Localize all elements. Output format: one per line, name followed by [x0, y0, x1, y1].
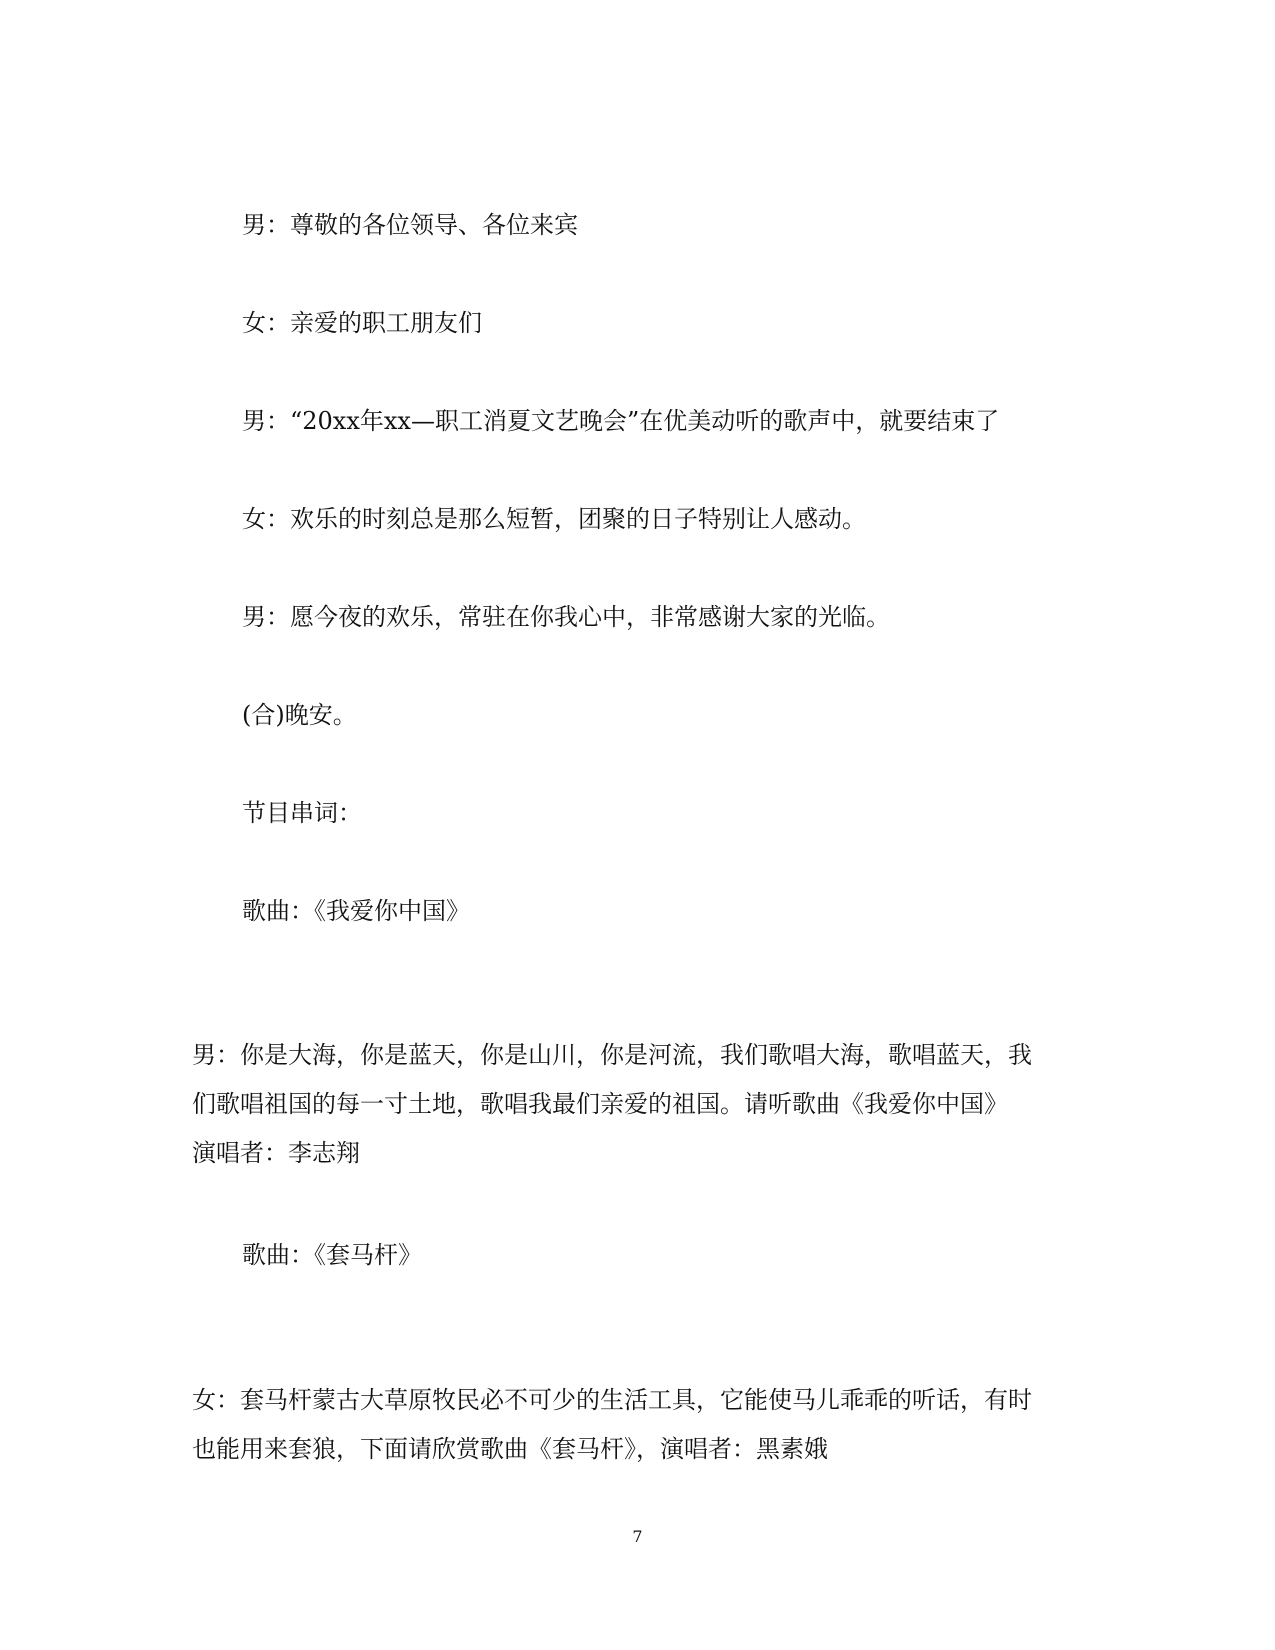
paragraph-joyful-moment: 女：欢乐的时刻总是那么短暂，团聚的日子特别让人感动。	[242, 505, 866, 533]
paragraph-good-night: (合)晚安。	[242, 701, 357, 729]
paragraph-greeting-staff: 女：亲爱的职工朋友们	[242, 309, 482, 337]
song-intro-2-line-2: 也能用来套狼，下面请欣赏歌曲《套马杆》，演唱者：黑素娥	[192, 1435, 828, 1463]
song-intro-2-line-1: 女：套马杆蒙古大草原牧民必不可少的生活工具，它能使马儿乖乖的听话，有时	[192, 1386, 1032, 1414]
song-intro-1-line-3: 演唱者：李志翔	[192, 1139, 360, 1167]
section-heading-program-script: 节目串词：	[242, 799, 362, 827]
song-intro-1-line-1: 男：你是大海，你是蓝天，你是山川，你是河流，我们歌唱大海，歌唱蓝天，我	[192, 1041, 1032, 1069]
song-heading-1: 歌曲：《我爱你中国》	[242, 897, 470, 925]
song-intro-1-line-2: 们歌唱祖国的每一寸土地，歌唱我最们亲爱的祖国。请听歌曲《我爱你中国》	[192, 1090, 1008, 1118]
song-heading-2: 歌曲：《套马杆》	[242, 1241, 422, 1269]
page-number: 7	[632, 1527, 643, 1546]
paragraph-greeting-leaders: 男：尊敬的各位领导、各位来宾	[242, 211, 578, 239]
paragraph-closing-announcement: 男：“20xx年xx—职工消夏文艺晚会”在优美动听的歌声中，就要结束了	[242, 407, 1000, 435]
paragraph-thanks: 男：愿今夜的欢乐，常驻在你我心中，非常感谢大家的光临。	[242, 603, 890, 631]
